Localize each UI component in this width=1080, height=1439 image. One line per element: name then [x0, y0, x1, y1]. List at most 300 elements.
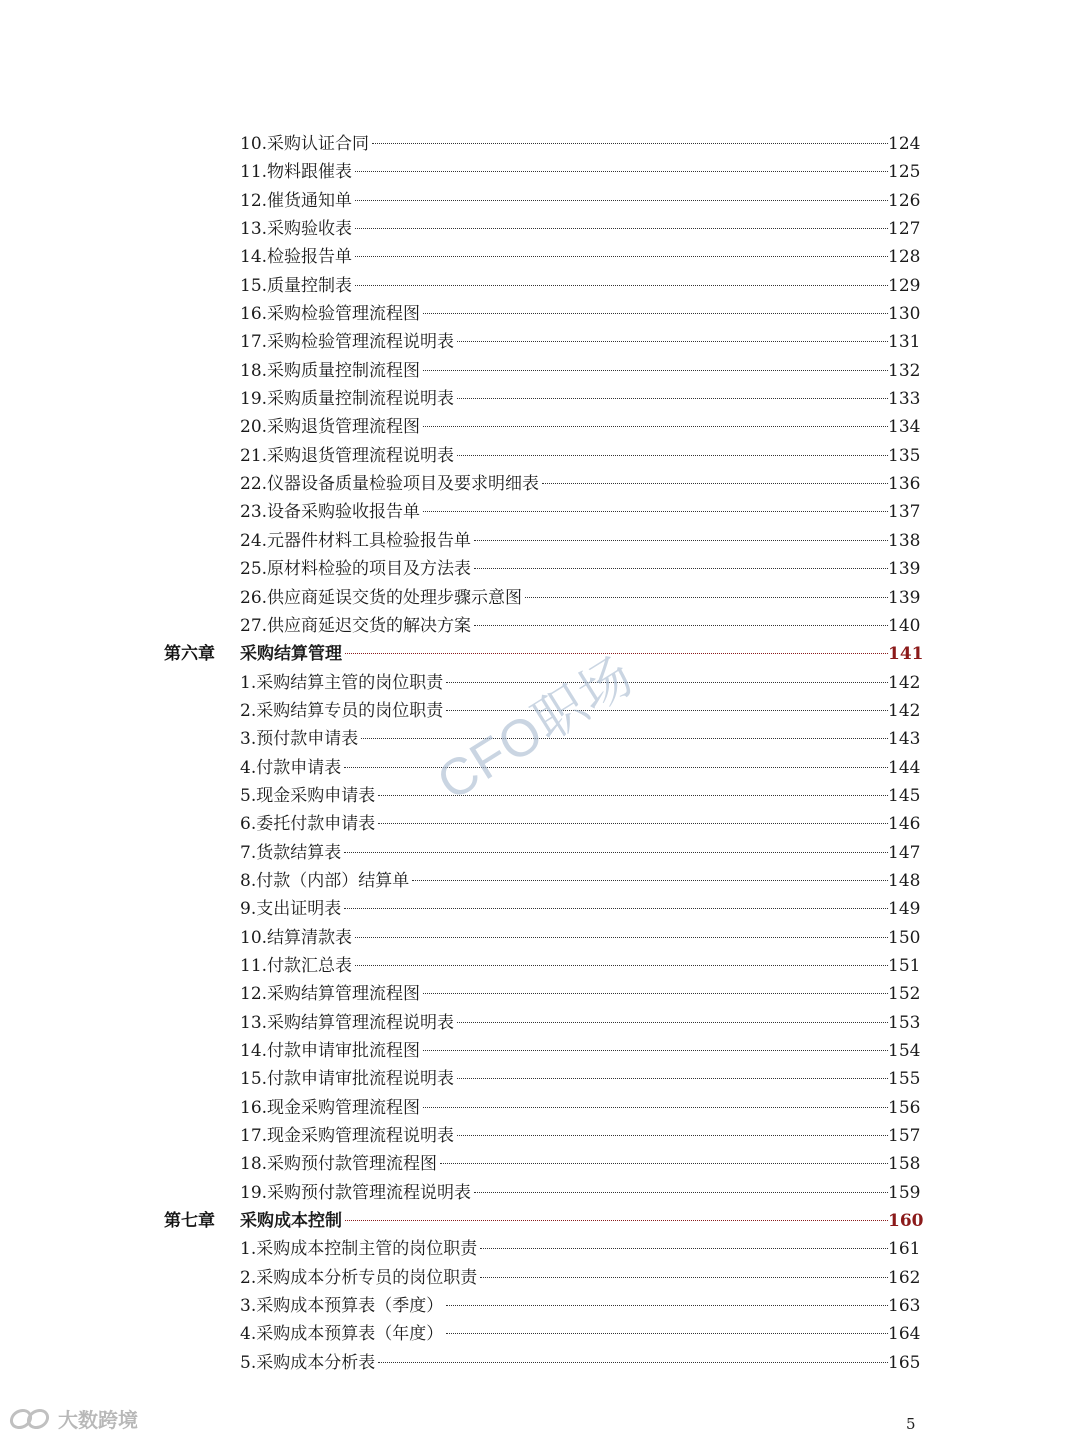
toc-title: [240, 810, 377, 838]
toc-entry-title: 物料跟催表: [267, 162, 353, 183]
toc-entry-number: 17.: [240, 1126, 268, 1147]
dot-leader: [378, 1362, 888, 1363]
toc-entry-row[interactable]: [0, 1122, 1080, 1150]
toc-entry-number: 11.: [240, 955, 268, 976]
toc-entry-row[interactable]: [0, 782, 1080, 810]
toc-entry-row[interactable]: [0, 584, 1080, 612]
toc-label: [240, 839, 888, 867]
toc-entry-number: 25.: [240, 559, 268, 580]
toc-label: [240, 385, 888, 413]
toc-entry-title: 预付款申请表: [256, 729, 359, 750]
dot-leader: [542, 483, 888, 484]
toc-title: [240, 584, 524, 612]
toc-page-number: 147: [888, 842, 921, 863]
toc-entry-row[interactable]: [0, 924, 1080, 952]
toc-page-number: 136: [888, 474, 921, 495]
dot-leader: [457, 398, 888, 399]
toc-label: [240, 328, 888, 356]
toc-page-number: 134: [888, 417, 921, 438]
toc-label: [240, 1150, 888, 1178]
toc-label: [240, 895, 888, 923]
toc-page-number: 139: [888, 587, 921, 608]
toc-page-number: 155: [888, 1069, 921, 1090]
toc-page-number: 164: [888, 1324, 921, 1345]
toc-chapter-row[interactable]: [0, 1207, 1080, 1235]
toc-entry-number: 12.: [240, 190, 268, 211]
toc-page-number: 154: [888, 1041, 921, 1061]
dot-leader: [423, 993, 888, 994]
toc-page-number: 141: [888, 644, 924, 665]
dot-leader: [378, 823, 888, 824]
toc-entry-title: 付款申请表: [256, 757, 342, 778]
dot-leader: [423, 370, 888, 371]
toc-label: [240, 215, 888, 243]
toc-entry-row[interactable]: [0, 215, 1080, 243]
toc-entry-title: 采购预付款管理流程说明表: [267, 1182, 472, 1203]
toc-title: [240, 697, 445, 725]
toc-entry-title: 采购结算管理: [240, 644, 342, 665]
toc-page-number: 158: [888, 1154, 921, 1175]
toc-entry-row[interactable]: [0, 385, 1080, 413]
toc-label: [240, 1320, 888, 1348]
toc-entry-number: 16.: [240, 304, 268, 325]
toc-title: [240, 1349, 377, 1377]
dot-leader: [412, 880, 888, 881]
toc-title: [240, 1122, 456, 1150]
toc-entry-row[interactable]: [0, 555, 1080, 583]
toc-label: [240, 952, 888, 980]
dot-leader: [440, 1163, 888, 1164]
dot-leader: [355, 965, 888, 966]
toc-entry-title: 结算清款表: [267, 927, 353, 948]
toc-title: [240, 272, 354, 300]
dot-leader: [525, 597, 888, 598]
toc-page-number: 127: [888, 219, 921, 240]
toc-entry-title: 采购验收表: [267, 219, 353, 240]
dot-leader: [423, 426, 888, 427]
toc-title: [240, 158, 354, 186]
toc-entry-number: 13.: [240, 219, 268, 240]
dot-leader: [344, 908, 888, 909]
toc-chapter-row[interactable]: [0, 640, 1080, 668]
dot-leader: [474, 540, 888, 541]
toc-entry-title: 付款（内部）结算单: [256, 870, 410, 891]
toc-entry-row[interactable]: [0, 839, 1080, 867]
toc-entry-number: 15.: [240, 275, 268, 296]
toc-title: [240, 527, 473, 555]
toc-page-number: 135: [888, 445, 921, 466]
toc-title: [240, 1235, 479, 1263]
toc-label: [240, 1264, 888, 1292]
toc-label: [240, 612, 888, 640]
dot-leader: [457, 1022, 888, 1023]
toc-title: [240, 442, 456, 470]
toc-title: [240, 924, 354, 952]
brand-mark: [8, 1404, 138, 1433]
toc-entry-row[interactable]: [0, 810, 1080, 838]
toc-entry-title: 货款结算表: [256, 842, 342, 863]
toc-entry-number: 19.: [240, 389, 268, 410]
dot-leader: [423, 511, 888, 512]
toc-page-number: 137: [888, 502, 921, 523]
toc-entry-row[interactable]: [0, 357, 1080, 385]
toc-page-number: 144: [888, 757, 921, 778]
toc-label: [240, 1349, 888, 1377]
toc-page-number: 152: [888, 984, 921, 1005]
toc-entry-title: 供应商延迟交货的解决方案: [267, 615, 472, 636]
dot-leader: [344, 767, 888, 768]
toc-entry-title: 采购结算管理流程说明表: [267, 1012, 455, 1033]
toc-entry-row[interactable]: [0, 1179, 1080, 1207]
toc-label: [240, 527, 888, 555]
toc-title: [240, 669, 445, 697]
toc-entry-row[interactable]: [0, 328, 1080, 356]
toc-page-number: 128: [888, 247, 921, 268]
toc-page-number: 130: [888, 304, 921, 325]
toc-page-number: 156: [888, 1097, 921, 1118]
toc-title: [240, 1264, 479, 1292]
toc-entry-title: 采购成本预算表（年度）: [256, 1324, 444, 1345]
toc-entry-number: 6.: [240, 814, 257, 835]
toc-title: [240, 895, 343, 923]
toc-entry-number: 1.: [240, 672, 257, 693]
toc-entry-number: 10.: [240, 927, 268, 948]
toc-entry-number: 22.: [240, 474, 268, 495]
toc-title: [240, 413, 422, 441]
toc-title: [240, 952, 354, 980]
toc-entry-number: 16.: [240, 1097, 268, 1118]
toc-entry-number: 18.: [240, 360, 268, 381]
toc-label: [240, 187, 888, 215]
toc-title: [240, 243, 354, 271]
toc-page-number: 148: [888, 870, 921, 891]
toc-title: [240, 980, 422, 1008]
toc-label: [240, 470, 888, 498]
toc-page-number: 165: [888, 1352, 921, 1373]
toc-entry-title: 现金采购管理流程图: [267, 1097, 421, 1118]
toc-entry-row[interactable]: [0, 1292, 1080, 1320]
toc-page-number: 143: [888, 729, 921, 750]
toc-page-number: 133: [888, 389, 921, 410]
toc-title: [240, 357, 422, 385]
toc-entry-number: 5.: [240, 1352, 257, 1373]
toc-entry-number: 23.: [240, 502, 268, 523]
toc-title: [240, 498, 422, 526]
toc-title: [240, 839, 343, 867]
toc-entry-title: 支出证明表: [256, 899, 342, 920]
toc-label: [240, 782, 888, 810]
toc-title: [240, 1179, 473, 1207]
toc-entry-number: 11.: [240, 162, 268, 183]
toc-label: [240, 1094, 888, 1122]
dot-leader: [446, 682, 888, 683]
toc-entry-title: 采购检验管理流程图: [267, 304, 421, 325]
toc-entry-title: 现金采购管理流程说明表: [267, 1126, 455, 1147]
dot-leader: [480, 1248, 888, 1249]
toc-entry-title: 供应商延误交货的处理步骤示意图: [267, 587, 523, 608]
dot-leader: [355, 171, 888, 172]
toc-entry-title: 采购结算管理流程图: [267, 984, 421, 1005]
toc-page-number: 163: [888, 1296, 921, 1317]
toc-entry-number: 20.: [240, 417, 268, 438]
toc-entry-title: 催货通知单: [267, 190, 353, 211]
toc-entry-title: 采购退货管理流程说明表: [267, 445, 455, 466]
toc-title: [240, 385, 456, 413]
toc-title: [240, 215, 354, 243]
toc-entry-number: 24.: [240, 530, 268, 551]
toc-entry-number: 14.: [240, 247, 268, 268]
toc-entry-title: 采购预付款管理流程图: [267, 1154, 438, 1175]
toc-label: [240, 413, 888, 441]
toc-entry-title: 付款申请审批流程图: [267, 1041, 421, 1061]
toc-entry-title: 采购结算主管的岗位职责: [256, 672, 444, 693]
toc-title: [240, 470, 541, 498]
toc-entry-row[interactable]: [0, 498, 1080, 526]
toc-entry-row[interactable]: [0, 527, 1080, 555]
toc-label: [240, 555, 888, 583]
watermark: CFO职场: [427, 646, 644, 812]
dot-leader: [423, 1050, 888, 1051]
toc-page-number: 129: [888, 275, 921, 296]
toc-page-number: 132: [888, 360, 921, 381]
toc-entry-title: 原材料检验的项目及方法表: [267, 559, 472, 580]
toc-entry-row[interactable]: [0, 413, 1080, 441]
dot-leader: [446, 1333, 888, 1334]
toc-entry-row[interactable]: [0, 895, 1080, 923]
toc-entry-row[interactable]: [0, 1150, 1080, 1178]
toc-title: [240, 867, 411, 895]
toc-label: [240, 1037, 888, 1065]
toc-entry-row[interactable]: [0, 187, 1080, 215]
toc-entry-number: 5.: [240, 785, 257, 806]
toc-entry-row[interactable]: [0, 1037, 1080, 1065]
toc-label: [240, 158, 888, 186]
toc-title: [240, 1292, 445, 1320]
toc-page-number: 162: [888, 1267, 921, 1288]
toc-label: [240, 1122, 888, 1150]
toc-entry-title: 采购成本预算表（季度）: [256, 1296, 444, 1317]
toc-entry-title: 采购成本分析表: [256, 1352, 376, 1373]
toc-page-number: 157: [888, 1126, 921, 1147]
toc-label: [240, 1065, 888, 1093]
toc-entry-number: 18.: [240, 1154, 268, 1175]
toc-page-number: 149: [888, 899, 921, 920]
toc-title: [240, 1150, 439, 1178]
toc-label: [240, 810, 888, 838]
toc-entry-number: 10.: [240, 134, 268, 154]
toc-label: [240, 357, 888, 385]
chain-link-icon: [8, 1406, 54, 1432]
toc-page-number: 140: [888, 615, 921, 636]
toc-page-number: 125: [888, 162, 921, 183]
toc-entry-row[interactable]: [0, 952, 1080, 980]
toc-entry-title: 采购成本控制主管的岗位职责: [256, 1239, 478, 1260]
dot-leader: [480, 1277, 888, 1278]
dot-leader: [355, 285, 888, 286]
toc-title: [240, 187, 354, 215]
toc-page-number: 142: [888, 672, 921, 693]
toc-page-number: 124: [888, 134, 921, 154]
dot-leader: [457, 455, 888, 456]
toc-entry-row[interactable]: [0, 1320, 1080, 1348]
toc-label: [240, 300, 888, 328]
toc-title: [240, 1009, 456, 1037]
dot-leader: [457, 1135, 888, 1136]
toc-page-number: 159: [888, 1182, 921, 1203]
dot-leader: [355, 256, 888, 257]
toc-page-number: 145: [888, 785, 921, 806]
toc-entry-row[interactable]: [0, 1264, 1080, 1292]
dot-leader: [423, 313, 888, 314]
toc-title: [240, 1094, 422, 1122]
toc-entry-number: 2.: [240, 1267, 257, 1288]
toc-entry-row[interactable]: [0, 867, 1080, 895]
toc-title: [240, 1320, 445, 1348]
toc-entry-row[interactable]: [0, 300, 1080, 328]
toc-entry-title: 设备采购验收报告单: [267, 502, 421, 523]
toc-entry-number: 12.: [240, 984, 268, 1005]
toc-title: [240, 612, 473, 640]
toc-page-number: 142: [888, 700, 921, 721]
toc-entry-number: 27.: [240, 615, 268, 636]
toc-entry-number: 19.: [240, 1182, 268, 1203]
toc-page-number: 138: [888, 530, 921, 551]
chapter-number: 第七章: [164, 1211, 215, 1232]
toc-label: [240, 243, 888, 271]
toc-entry-title: 采购成本分析专员的岗位职责: [256, 1267, 478, 1288]
toc-entry-row[interactable]: [0, 1094, 1080, 1122]
toc-title: [240, 1037, 422, 1065]
dot-leader: [457, 1078, 888, 1079]
toc-label: [240, 924, 888, 952]
dot-leader: [372, 143, 888, 144]
toc-entry-row[interactable]: [0, 442, 1080, 470]
dot-leader: [474, 1192, 888, 1193]
toc-entry-row[interactable]: [0, 470, 1080, 498]
dot-leader: [474, 568, 888, 569]
toc-entry-title: 付款汇总表: [267, 955, 353, 976]
dot-leader: [423, 1107, 888, 1108]
toc-entry-row[interactable]: [0, 1009, 1080, 1037]
page-number: 5: [906, 1415, 916, 1433]
toc-page-number: 161: [888, 1239, 921, 1260]
toc-entry-number: 13.: [240, 1012, 268, 1033]
toc-page-number: 131: [888, 332, 921, 353]
toc-entry-row[interactable]: [0, 272, 1080, 300]
toc-entry-row[interactable]: [0, 130, 1080, 158]
toc-label: [240, 584, 888, 612]
toc-entry-row[interactable]: [0, 158, 1080, 186]
toc-entry-number: 3.: [240, 1296, 257, 1317]
toc-label: [240, 498, 888, 526]
toc-page-number: 150: [888, 927, 921, 948]
dot-leader: [355, 200, 888, 201]
toc-page-number: 139: [888, 559, 921, 580]
toc-entry-number: 14.: [240, 1041, 268, 1061]
dot-leader: [474, 625, 888, 626]
toc-entry-number: 1.: [240, 1239, 257, 1260]
toc-label: [240, 1235, 888, 1263]
toc-entry-row[interactable]: [0, 243, 1080, 271]
dot-leader: [344, 852, 888, 853]
toc-entry-title: 采购成本控制: [240, 1211, 342, 1232]
toc-entry-number: 8.: [240, 870, 257, 891]
toc-label: [240, 442, 888, 470]
toc-entry-row[interactable]: [0, 612, 1080, 640]
toc-entry-title: 质量控制表: [267, 275, 353, 296]
dot-leader: [355, 228, 888, 229]
toc-entry-number: 21.: [240, 445, 268, 466]
toc-entry-number: 3.: [240, 729, 257, 750]
toc-entry-title: 采购质量控制流程图: [267, 360, 421, 381]
toc-label: [240, 754, 888, 782]
toc-page-number: 151: [888, 955, 921, 976]
toc-entry-title: 元器件材料工具检验报告单: [267, 530, 472, 551]
toc-entry-number: 2.: [240, 700, 257, 721]
toc-title: [240, 1065, 456, 1093]
toc-title: [240, 300, 422, 328]
toc-entry-title: 仪器设备质量检验项目及要求明细表: [267, 474, 540, 495]
toc-entry-number: 7.: [240, 842, 257, 863]
chapter-number: 第六章: [164, 644, 215, 665]
toc-page-number: 146: [888, 814, 921, 835]
toc-label: [240, 1179, 888, 1207]
toc-entry-title: 采购质量控制流程说明表: [267, 389, 455, 410]
dot-leader: [446, 1305, 888, 1306]
toc-label: [240, 1009, 888, 1037]
toc-entry-number: 15.: [240, 1069, 268, 1090]
toc-title: [240, 725, 360, 753]
toc-entry-title: 采购认证合同: [267, 134, 370, 154]
toc-title: [240, 1207, 344, 1235]
dot-leader: [457, 341, 888, 342]
toc-label: [240, 1292, 888, 1320]
toc-entry-number: 9.: [240, 899, 257, 920]
toc-entry-number: 4.: [240, 1324, 257, 1345]
toc-entry-title: 付款申请审批流程说明表: [267, 1069, 455, 1090]
toc-entry-row[interactable]: [0, 1349, 1080, 1377]
toc-page-number: 153: [888, 1012, 921, 1033]
toc-entry-number: 17.: [240, 332, 268, 353]
toc-label: [240, 867, 888, 895]
toc-entry-title: 检验报告单: [267, 247, 353, 268]
brand-text: 大数跨境: [58, 1408, 138, 1432]
toc-entry-number: 4.: [240, 757, 257, 778]
toc-entry-row[interactable]: [0, 980, 1080, 1008]
toc-entry-number: 26.: [240, 587, 268, 608]
toc-title: [240, 555, 473, 583]
toc-entry-title: 采购退货管理流程图: [267, 417, 421, 438]
toc-page-number: 160: [888, 1211, 924, 1232]
toc-title: [240, 328, 456, 356]
toc-title: [240, 130, 371, 158]
toc-title: [240, 754, 343, 782]
toc-entry-row[interactable]: [0, 1235, 1080, 1263]
toc-label: [240, 1207, 888, 1235]
toc-label: [240, 980, 888, 1008]
dot-leader: [355, 937, 888, 938]
toc-label: [240, 130, 888, 158]
toc-entry-title: 现金采购申请表: [256, 785, 376, 806]
toc-title: [240, 640, 344, 668]
toc-entry-title: 采购检验管理流程说明表: [267, 332, 455, 353]
toc-entry-row[interactable]: [0, 1065, 1080, 1093]
toc-entry-title: 委托付款申请表: [256, 814, 376, 835]
toc-title: [240, 782, 377, 810]
toc-label: [240, 272, 888, 300]
toc-entry-title: 采购结算专员的岗位职责: [256, 700, 444, 721]
dot-leader: [345, 1220, 888, 1221]
